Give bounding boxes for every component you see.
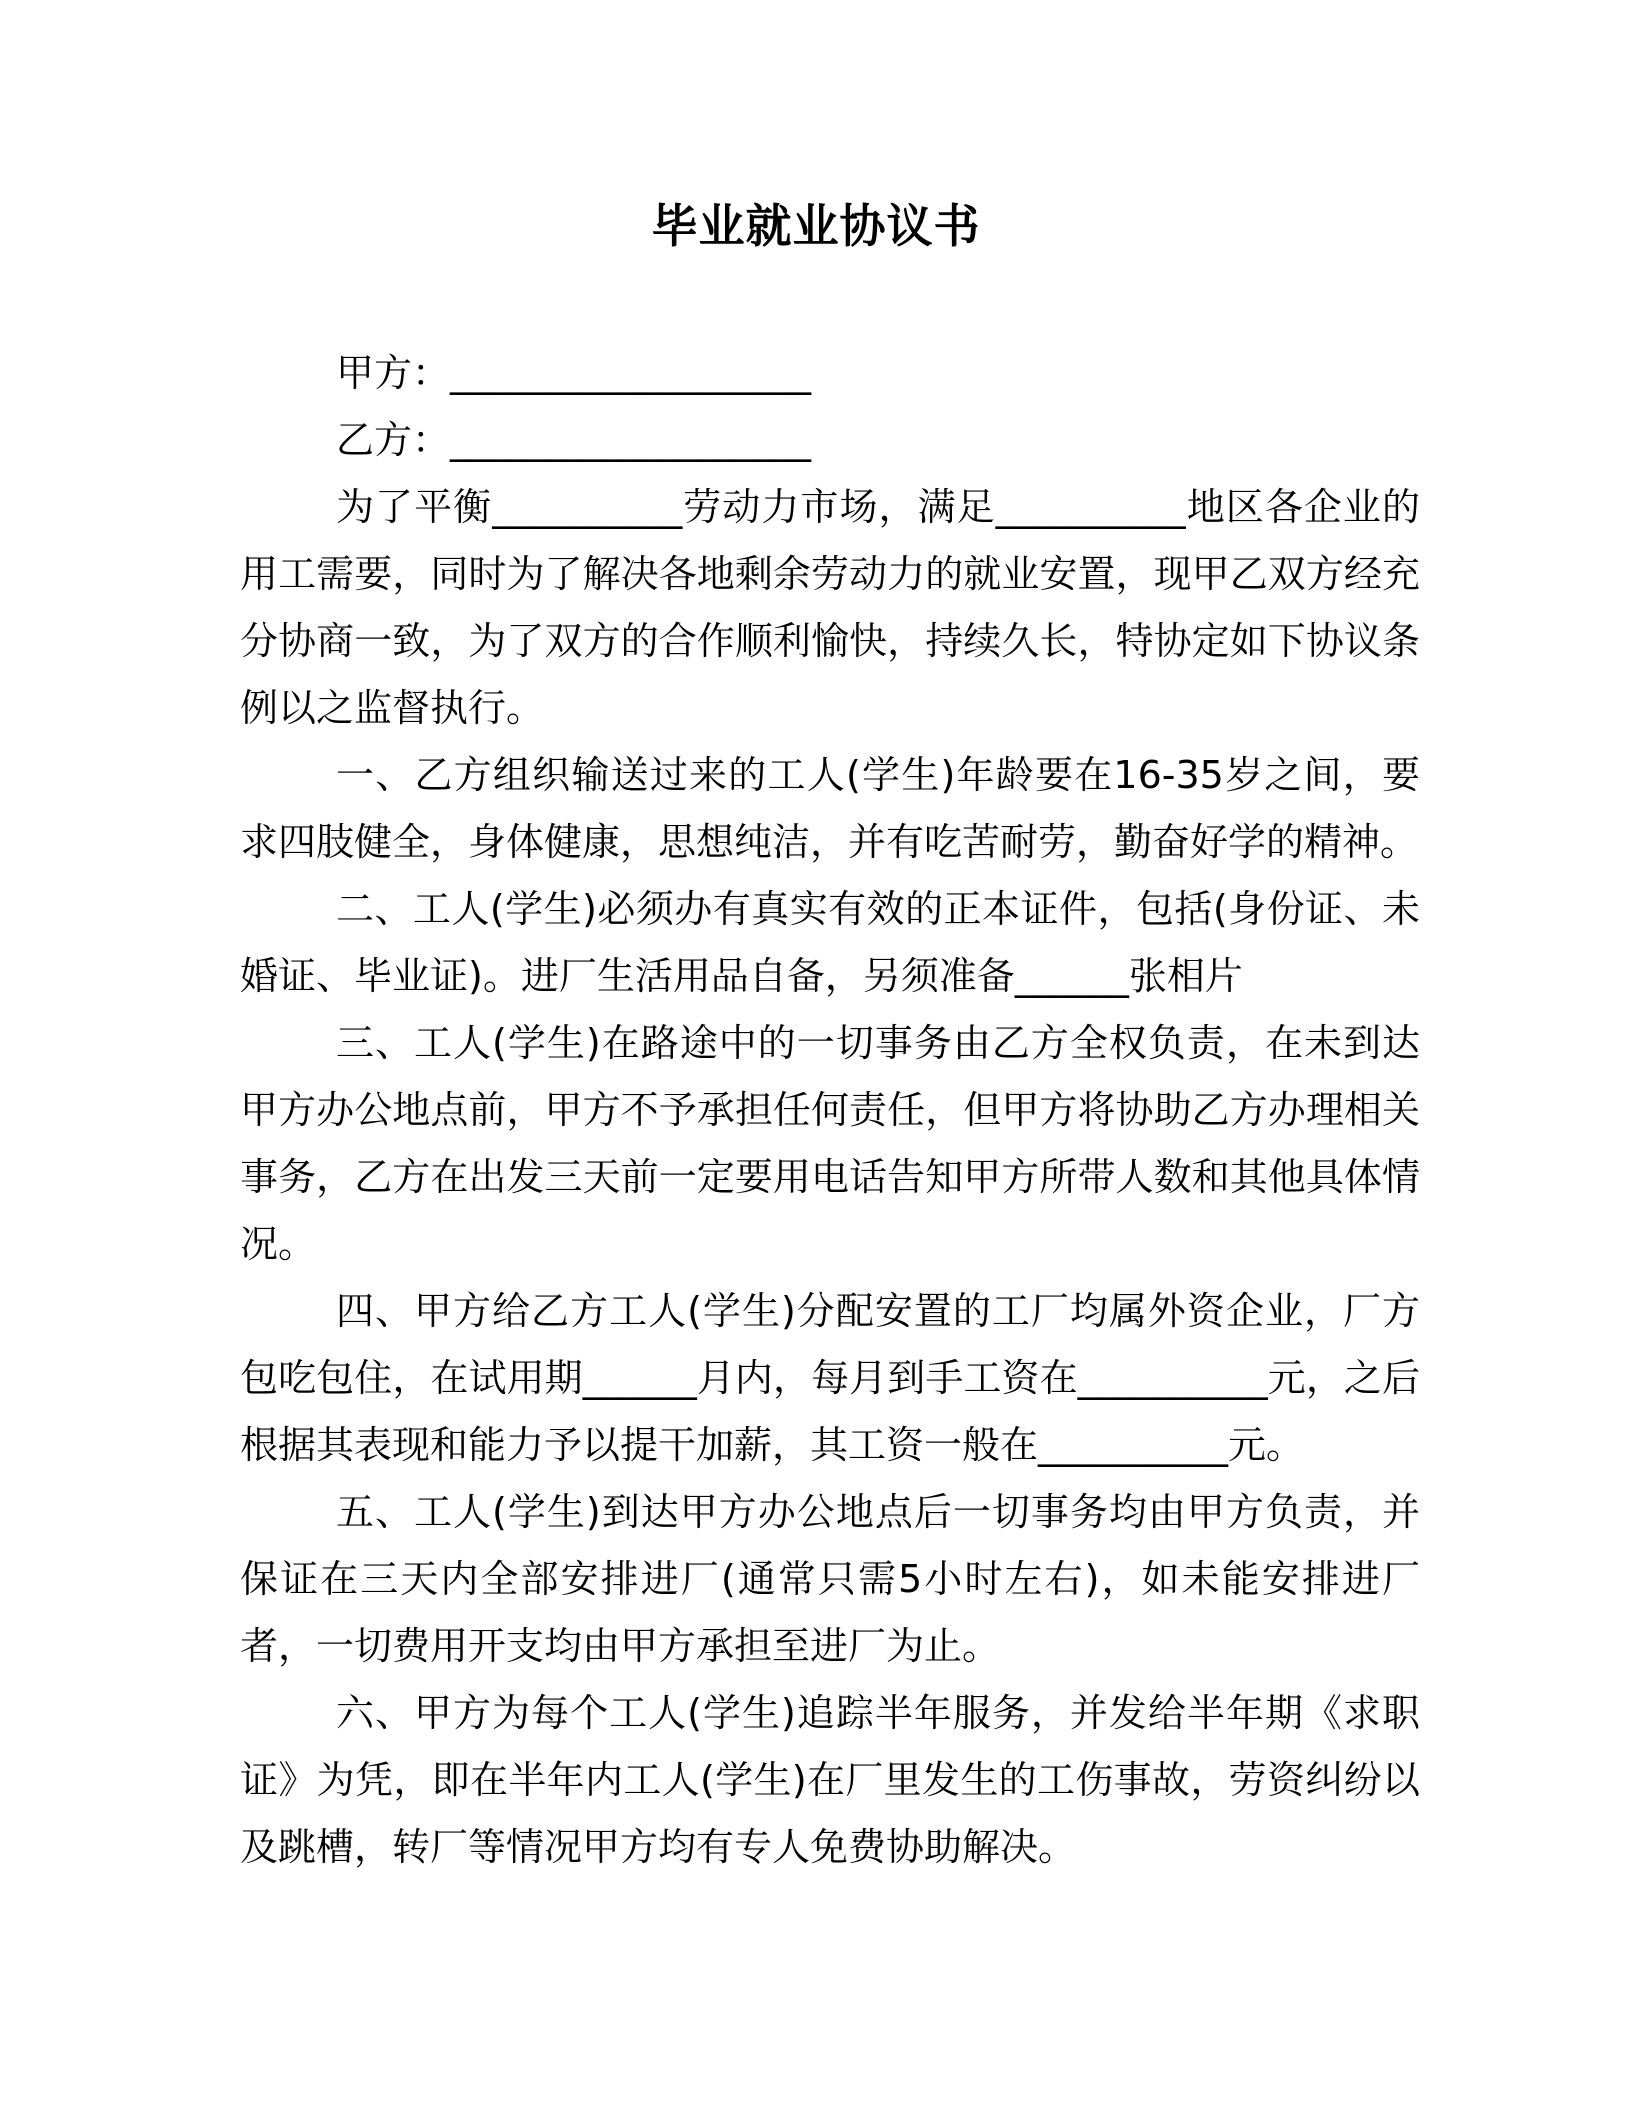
- document-title: 毕业就业协议书: [651, 199, 981, 253]
- clause-6: 六、甲方为每个工人(学生)追踪半年服务，并发给半年期《求职证》为凭，即在半年内工人(学生)在厂里发生的工伤事故，劳资纠纷以及跳槽，转厂等情况甲方均有专人免费协助解决。: [240, 1691, 1420, 1869]
- clause-5: 五、工人(学生)到达甲方办公地点后一切事务均由甲方负责，并保证在三天内全部安排进厂(通常只需5小时左右)，如未能安排进厂者，一切费用开支均由甲方承担至进厂为止。: [240, 1490, 1420, 1668]
- party-b-line: 乙方：___________________: [336, 418, 812, 462]
- intro-paragraph: 为了平衡__________劳动力市场，满足__________地区各企业的用工需要，同时为了解决各地剩余劳动力的就业安置，现甲乙双方经充分协商一致，为了双方的合作顺利愉快，持续久长，特协定如下协议条例以之监督执行。: [240, 485, 1420, 730]
- clause-1: 一、乙方组织输送过来的工人(学生)年龄要在16-35岁之间，要求四肢健全，身体健康，思想纯洁，并有吃苦耐劳，勤奋好学的精神。: [240, 753, 1420, 864]
- party-a-line: 甲方：___________________: [336, 351, 812, 395]
- clause-2: 二、工人(学生)必须办有真实有效的正本证件，包括(身份证、未婚证、毕业证)。进厂生活用品自备，另须准备______张相片: [240, 887, 1420, 998]
- clause-3: 三、工人(学生)在路途中的一切事务由乙方全权负责，在未到达甲方办公地点前，甲方不予承担任何责任，但甲方将协助乙方办理相关事务，乙方在出发三天前一定要用电话告知甲方所带人数和其他具体情况。: [240, 1021, 1420, 1266]
- clause-4: 四、甲方给乙方工人(学生)分配安置的工厂均属外资企业，厂方包吃包住，在试用期______月内，每月到手工资在__________元，之后根据其表现和能力予以提干加薪，其工资一般在__________元。: [240, 1289, 1420, 1467]
- document-body: [240, 340, 1420, 1881]
